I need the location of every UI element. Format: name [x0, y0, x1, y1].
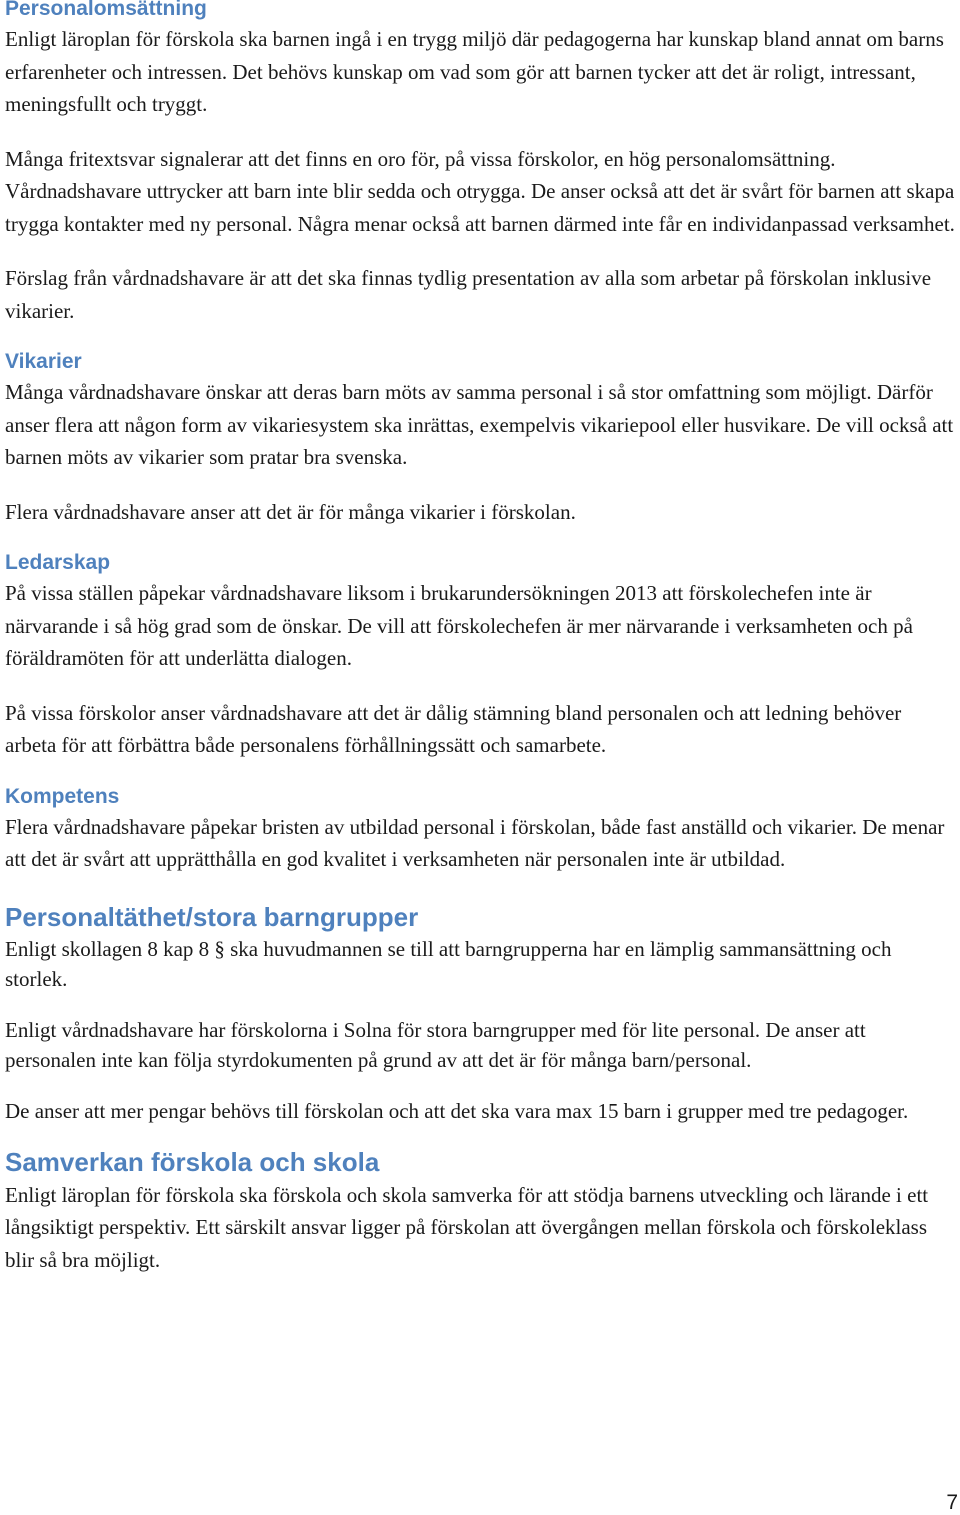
document-page: [5, 0, 955, 1276]
heading-kompetens: Kompetens: [5, 784, 120, 808]
paragraph: Flera vårdnadshavare påpekar bristen av utbildad personal i förskolan, både fast anställd och vikarier. De menar att det är svårt att upprätthålla en god kvalitet i verksamheten när personalen inte är utbildad.: [5, 814, 945, 871]
paragraph: Förslag från vårdnadshavare är att det ska finnas tydlig presentation av alla som arbetar på förskolan inklusive vikarier.: [5, 266, 932, 323]
paragraph: På vissa ställen påpekar vårdnadshavare liksom i brukarundersökningen 2013 att förskolechefen inte är närvarande i så hög grad som de önskar. De vill att förskolechefen är mer närvarande i verksamheten och på föräldramöten för att underlätta dialogen.: [5, 581, 913, 670]
paragraph: På vissa förskolor anser vårdnadshavare att det är dålig stämning bland personalen och att ledning behöver arbeta för att förbättra både personalens förhållningssätt och samarbete.: [5, 700, 902, 757]
paragraph: De anser att mer pengar behövs till förskolan och att det ska vara max 15 barn i grupper med tre pedagoger.: [5, 1098, 909, 1123]
heading-personalomsattning: Personalomsättning: [5, 0, 207, 20]
paragraph: Flera vårdnadshavare anser att det är för många vikarier i förskolan.: [5, 499, 576, 524]
paragraph: Enligt skollagen 8 kap 8 § ska huvudmannen se till att barngrupperna har en lämplig sammansättning och storlek.: [5, 936, 892, 991]
heading-vikarier: Vikarier: [5, 350, 82, 373]
paragraph: Enligt läroplan för förskola ska förskola och skola samverka för att stödja barnens utveckling och lärande i ett långsiktigt perspektiv. Ett särskilt ansvar ligger på förskolan att övergången mellan förskola och förskoleklass blir så bra möjligt.: [5, 1182, 929, 1272]
heading-samverkan: Samverkan förskola och skola: [5, 1146, 380, 1177]
paragraph: Många vårdnadshavare önskar att deras barn möts av samma personal i så stor omfattning som möjligt. Därför anser flera att någon form av vikariesystem ska inrättas, exempelvis vikariepool eller husvikare. De vill också att barnen möts av vikarier som pratar bra svenska.: [5, 380, 954, 469]
page-number: 7: [946, 1491, 958, 1514]
heading-ledarskap: Ledarskap: [5, 551, 111, 574]
paragraph: Enligt läroplan för förskola ska barnen ingå i en trygg miljö där pedagogerna har kunskap bland annat om barns erfarenheter och intressen. Det behövs kunskap om vad som gör att barnen tycker att det är roligt, intressant, meningsfullt och tryggt.: [5, 27, 944, 116]
paragraph: Enligt vårdnadshavare har förskolorna i Solna för stora barngrupper med för lite personal. De anser att personalen inte kan följa styrdokumenten på grund av att det är för många barn/personal.: [5, 1017, 866, 1072]
paragraph: Många fritextsvar signalerar att det finns en oro för, på vissa förskolor, en hög personalomsättning. Vårdnadshavare uttrycker att barn inte blir sedda och otrygga. De anser också att det är svårt för barnen att skapa trygga kontakter med ny personal. Några menar också att barnen därmed inte får en individanpassad verksamhet.: [5, 146, 955, 236]
heading-personaltathet: Personaltäthet/stora barngrupper: [5, 901, 419, 932]
